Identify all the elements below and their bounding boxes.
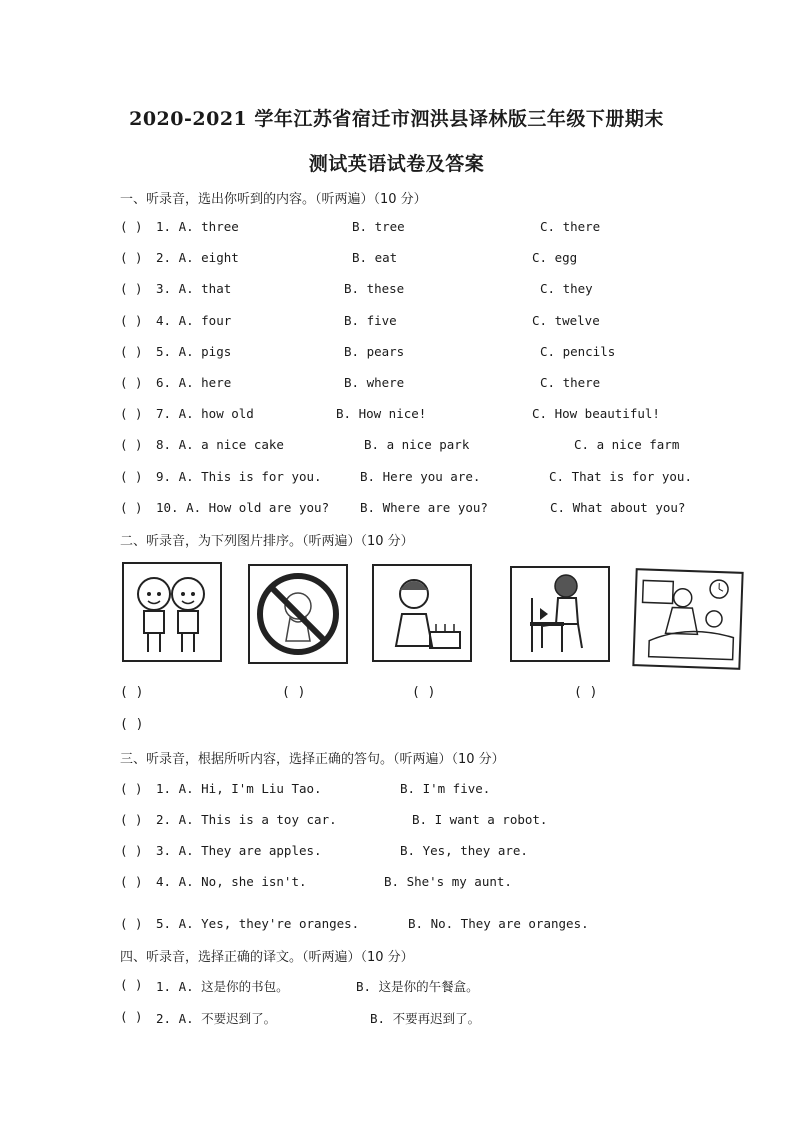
s1-question-row	[120, 313, 720, 331]
option-b: B. Yes, they are.	[400, 843, 528, 858]
s1-question-row	[120, 281, 720, 299]
option-a: 7. A. how old	[156, 406, 254, 421]
s3-question-row	[120, 916, 720, 934]
order-blank[interactable]: ( )	[120, 685, 144, 700]
option-a: 3. A. They are apples.	[156, 843, 322, 858]
s1-question-row	[120, 500, 720, 518]
twin-boys-illustration	[122, 562, 222, 662]
answer-blank[interactable]: ( )	[120, 1009, 143, 1024]
option-a: 9. A. This is for you.	[156, 469, 322, 484]
option-a: 5. A. pigs	[156, 344, 232, 359]
answer-blank[interactable]: ( )	[120, 781, 143, 796]
no-crying-sign-illustration	[248, 564, 348, 664]
option-b: B. eat	[352, 250, 398, 265]
s4-question-row	[120, 1009, 720, 1027]
s3-question-row	[120, 812, 720, 830]
option-c: C. What about you?	[550, 500, 686, 515]
document-title-line1: 2020-2021 学年江苏省宿迁市泗洪县译林版三年级下册期末	[129, 108, 664, 130]
answer-blank[interactable]: ( )	[120, 916, 143, 931]
order-blank[interactable]: ( )	[412, 685, 436, 700]
answer-blank[interactable]: ( )	[120, 406, 143, 421]
order-blank[interactable]: ( )	[282, 685, 306, 700]
s1-question-row	[120, 437, 720, 455]
answer-blank[interactable]: ( )	[120, 843, 143, 858]
option-a: 1. A. 这是你的书包。	[156, 979, 289, 994]
option-a: 1. A. Hi, I'm Liu Tao.	[156, 781, 322, 796]
answer-blank[interactable]: ( )	[120, 281, 143, 296]
option-b: B. Here you are.	[360, 469, 481, 484]
option-b: B. How nice!	[336, 406, 427, 421]
section4-heading: 四、听录音，选择正确的译文。（听两遍）（10 分）	[120, 950, 414, 965]
option-a: 10. A. How old are you?	[156, 500, 330, 515]
answer-blank[interactable]: ( )	[120, 219, 143, 234]
option-c: C. That is for you.	[549, 469, 692, 484]
s1-question-row	[120, 344, 720, 362]
s1-question-row	[120, 219, 720, 237]
option-a: 1. A. three	[156, 219, 239, 234]
s3-question-row	[120, 781, 720, 799]
option-c: C. pencils	[540, 344, 616, 359]
option-b: B. No. They are oranges.	[408, 916, 589, 931]
option-a: 4. A. No, she isn't.	[156, 874, 307, 889]
option-b: B. I'm five.	[400, 781, 491, 796]
girl-birthday-cake-illustration	[372, 564, 472, 662]
answer-blank[interactable]: ( )	[120, 344, 143, 359]
section2-heading: 二、听录音，为下列图片排序。（听两遍）（10 分）	[120, 534, 414, 549]
option-b: B. Where are you?	[360, 500, 488, 515]
answer-blank[interactable]: ( )	[120, 313, 143, 328]
option-a: 3. A. that	[156, 281, 232, 296]
answer-blank[interactable]: ( )	[120, 250, 143, 265]
option-b: B. 这是你的午餐盒。	[356, 979, 479, 994]
option-a: 2. A. eight	[156, 250, 239, 265]
option-c: C. egg	[532, 250, 578, 265]
option-a: 2. A. This is a toy car.	[156, 812, 337, 827]
s4-question-row	[120, 977, 720, 995]
s1-question-row	[120, 469, 720, 487]
document-title-line2: 测试英语试卷及答案	[308, 153, 485, 175]
mother-child-bed-illustration	[632, 568, 743, 670]
option-b: B. where	[344, 375, 405, 390]
option-b: B. She's my aunt.	[384, 874, 512, 889]
option-a: 5. A. Yes, they're oranges.	[156, 916, 360, 931]
option-b: B. five	[344, 313, 397, 328]
option-a: 8. A. a nice cake	[156, 437, 284, 452]
s1-question-row	[120, 250, 720, 268]
answer-blank[interactable]: ( )	[120, 874, 143, 889]
option-b: B. these	[344, 281, 405, 296]
option-c: C. twelve	[532, 313, 600, 328]
s3-question-row	[120, 874, 720, 892]
s3-question-row	[120, 843, 720, 861]
picture-row	[120, 560, 740, 680]
option-b: B. I want a robot.	[412, 812, 548, 827]
option-a: 2. A. 不要迟到了。	[156, 1011, 277, 1026]
answer-blank[interactable]: ( )	[120, 812, 143, 827]
option-b: B. a nice park	[364, 437, 470, 452]
section1-heading: 一、听录音，选出你听到的内容。（听两遍）（10 分）	[120, 192, 427, 207]
answer-blank[interactable]: ( )	[120, 437, 143, 452]
answer-blank[interactable]: ( )	[120, 469, 143, 484]
option-c: C. they	[540, 281, 593, 296]
answer-blank[interactable]: ( )	[120, 500, 143, 515]
section3-heading: 三、听录音，根据所听内容，选择正确的答句。（听两遍）（10 分）	[120, 752, 505, 767]
answer-blank[interactable]: ( )	[120, 977, 143, 992]
order-blank[interactable]: ( )	[120, 717, 144, 732]
s1-question-row	[120, 406, 720, 424]
option-a: 6. A. here	[156, 375, 232, 390]
option-c: C. How beautiful!	[532, 406, 660, 421]
answer-blank[interactable]: ( )	[120, 375, 143, 390]
option-a: 4. A. four	[156, 313, 232, 328]
order-blank[interactable]: ( )	[574, 685, 598, 700]
option-b: B. 不要再迟到了。	[370, 1011, 481, 1026]
option-c: C. there	[540, 375, 601, 390]
sit-down-chair-illustration	[510, 566, 610, 662]
option-b: B. pears	[344, 344, 405, 359]
option-b: B. tree	[352, 219, 405, 234]
s1-question-row	[120, 375, 720, 393]
option-c: C. there	[540, 219, 601, 234]
option-c: C. a nice farm	[574, 437, 680, 452]
